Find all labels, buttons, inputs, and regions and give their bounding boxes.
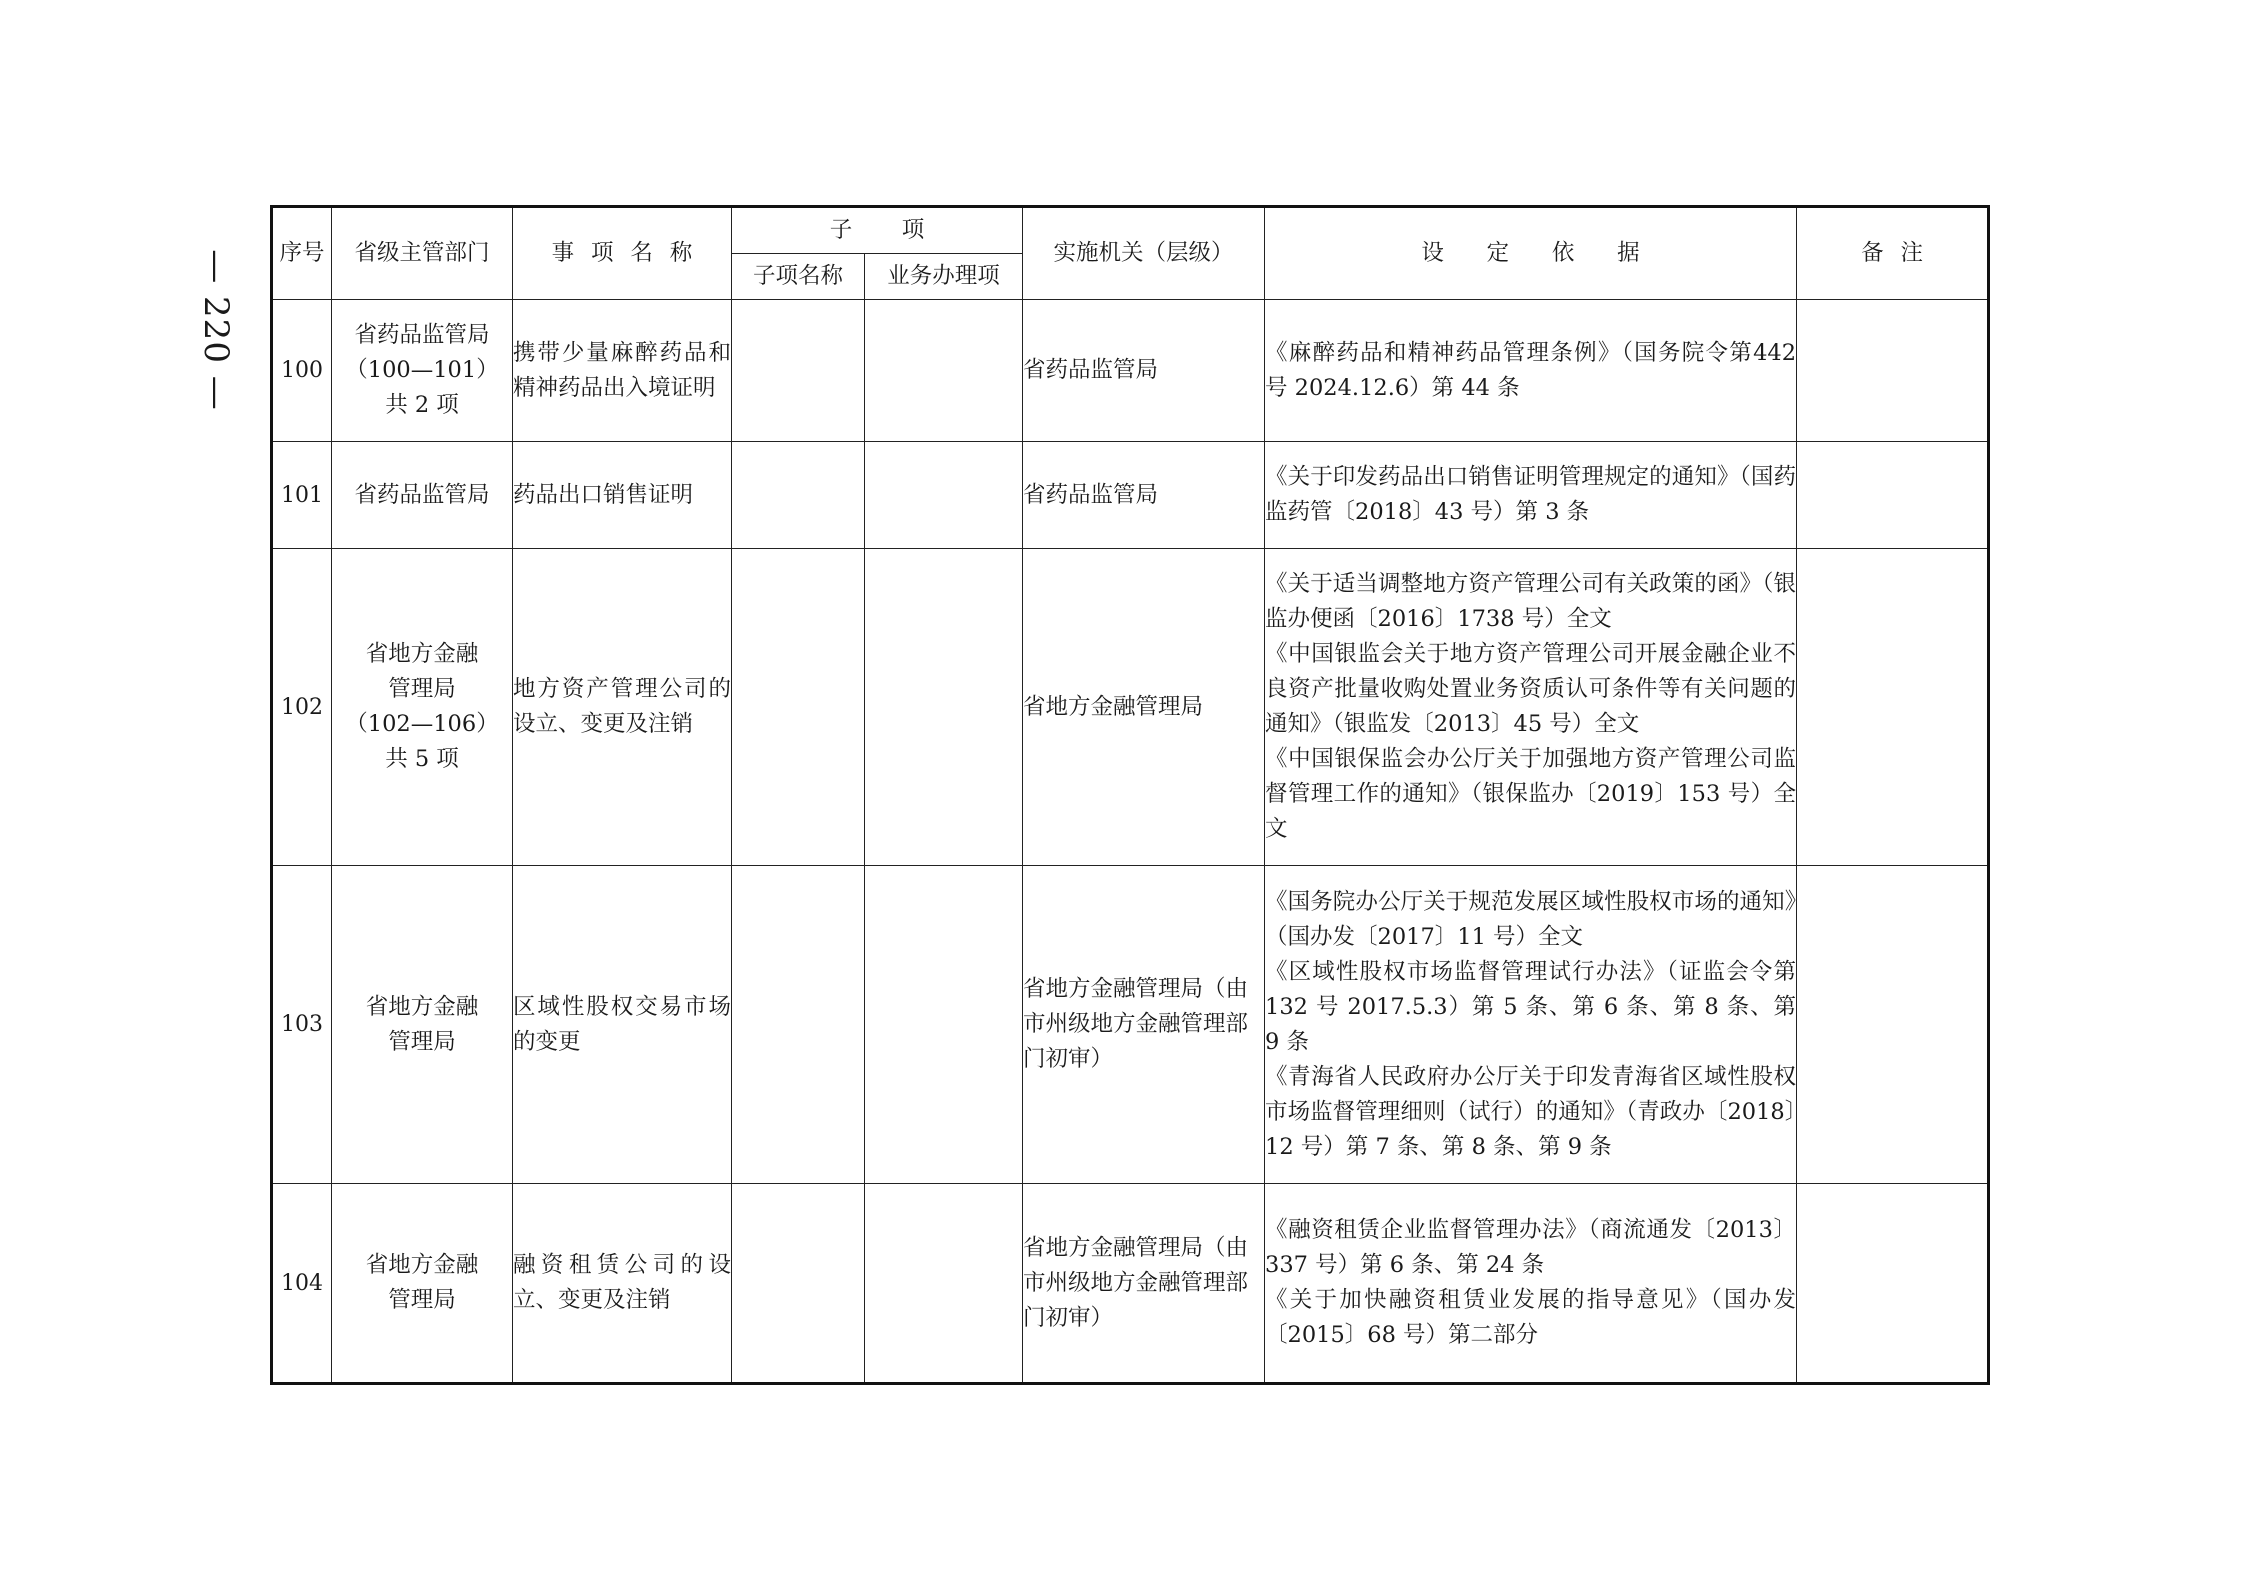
row-note: [1797, 300, 1989, 442]
row-dept: [332, 866, 513, 1184]
row-sub-name: [732, 549, 865, 866]
row-matter-name: 融资租赁公司的设立、变更及注销: [513, 1184, 732, 1384]
row-sub-business: [865, 1184, 1023, 1384]
header-basis: [1265, 207, 1797, 300]
header-sub-group: [732, 207, 1023, 254]
header-name-text: 事项名称: [551, 240, 710, 266]
row-basis-line: 《关于加快融资租赁业发展的指导意见》（国办发〔2015〕68 号）第二部分: [1265, 1287, 1797, 1348]
header-seq: 序号: [272, 207, 332, 300]
administrative-matters-table: [270, 205, 1990, 1385]
row-dept: [332, 300, 513, 442]
row-seq: 101: [272, 442, 332, 549]
header-basis-text: 设定依据: [1421, 240, 1683, 266]
header-note-text: 备注: [1861, 240, 1940, 266]
header-agency: 实施机关（层级）: [1023, 207, 1265, 300]
row-agency: 省地方金融管理局（由市州级地方金融管理部门初审）: [1023, 866, 1265, 1184]
row-dept-line: 管理局: [388, 676, 456, 702]
row-sub-business: [865, 866, 1023, 1184]
row-basis-line: 《中国银保监会办公厅关于加强地方资产管理公司监督管理工作的通知》（银保监办〔2019〕153 号）全文: [1265, 746, 1797, 842]
row-dept-line: 共 5 项: [385, 746, 459, 772]
table-row: [272, 442, 1989, 549]
row-dept-line: （100—101）: [345, 357, 499, 383]
page-number-text: — 220 —: [196, 249, 236, 411]
row-agency: 省药品监管局: [1023, 442, 1265, 549]
row-seq: 103: [272, 866, 332, 1184]
row-note: [1797, 1184, 1989, 1384]
row-basis-line: 《区域性股权市场监督管理试行办法》（证监会令第 132 号 2017.5.3）第 5 条、第 6 条、第 8 条、第 9 条: [1265, 958, 1797, 1055]
row-agency: 省地方金融管理局（由市州级地方金融管理部门初审）: [1023, 1184, 1265, 1384]
row-seq: 100: [272, 300, 332, 442]
row-basis: [1265, 1184, 1797, 1384]
row-dept: [332, 549, 513, 866]
row-sub-name: [732, 442, 865, 549]
row-sub-name: [732, 1184, 865, 1384]
header-note: [1797, 207, 1989, 300]
row-note: [1797, 866, 1989, 1184]
row-sub-name: [732, 300, 865, 442]
row-sub-business: [865, 442, 1023, 549]
table-row: [272, 866, 1989, 1184]
header-sub-business: 业务办理项: [865, 254, 1023, 300]
row-basis-line: 《青海省人民政府办公厅关于印发青海省区域性股权市场监督管理细则（试行）的通知》（青政办〔2018〕12 号）第 7 条、第 8 条、第 9 条: [1265, 1063, 1797, 1160]
header-dept: 省级主管部门: [332, 207, 513, 300]
row-basis: [1265, 300, 1797, 442]
row-dept-line: （102—106）: [345, 711, 499, 737]
row-basis-line: 《中国银监会关于地方资产管理公司开展金融企业不良资产批量收购处置业务资质认可条件等有关问题的通知》（银监发〔2013〕45 号）全文: [1265, 641, 1797, 737]
table-row: [272, 1184, 1989, 1384]
row-seq: 104: [272, 1184, 332, 1384]
row-dept-line: 管理局: [388, 1287, 456, 1313]
table-row: [272, 549, 1989, 866]
row-dept-line: 管理局: [388, 1028, 456, 1055]
row-basis-line: 《关于适当调整地方资产管理公司有关政策的函》（银监办便函〔2016〕1738 号）全文: [1265, 571, 1797, 632]
row-dept-line: 省地方金融: [365, 641, 479, 667]
table-row: [272, 300, 1989, 442]
row-basis: [1265, 866, 1797, 1184]
header-sub-name: 子项名称: [732, 254, 865, 300]
row-matter-name: 药品出口销售证明: [513, 442, 732, 549]
header-sub-group-text: 子项: [829, 217, 974, 243]
row-sub-business: [865, 300, 1023, 442]
row-sub-name: [732, 866, 865, 1184]
row-dept: [332, 1184, 513, 1384]
row-dept-line: 省地方金融: [365, 1252, 479, 1278]
table-header: [272, 207, 1989, 300]
row-basis-line: 《国务院办公厅关于规范发展区域性股权市场的通知》（国办发〔2017〕11 号）全文: [1265, 888, 1797, 950]
matters-table-wrapper: [270, 205, 1990, 1385]
row-seq: 102: [272, 549, 332, 866]
row-matter-name: 区域性股权交易市场的变更: [513, 866, 732, 1184]
row-dept-line: 共 2 项: [385, 392, 459, 418]
row-agency: 省地方金融管理局: [1023, 549, 1265, 866]
row-basis-line: 《关于印发药品出口销售证明管理规定的通知》（国药监药管〔2018〕43 号）第 3 条: [1265, 464, 1797, 525]
row-dept-line: 省药品监管局: [354, 322, 490, 348]
row-note: [1797, 549, 1989, 866]
row-basis-line: 《融资租赁企业监督管理办法》（商流通发〔2013〕337 号）第 6 条、第 24 条: [1265, 1217, 1797, 1278]
row-dept: [332, 442, 513, 549]
row-agency: 省药品监管局: [1023, 300, 1265, 442]
header-name: [513, 207, 732, 300]
row-sub-business: [865, 549, 1023, 866]
page-number: [198, 245, 234, 415]
row-dept-line: 省地方金融: [365, 993, 479, 1020]
row-basis-line: 《麻醉药品和精神药品管理条例》（国务院令第442 号 2024.12.6）第 44 条: [1265, 339, 1797, 401]
row-matter-name: 地方资产管理公司的设立、变更及注销: [513, 549, 732, 866]
row-basis: [1265, 442, 1797, 549]
row-basis: [1265, 549, 1797, 866]
row-dept-line: 省药品监管局: [354, 481, 490, 508]
row-note: [1797, 442, 1989, 549]
row-matter-name: 携带少量麻醉药品和精神药品出入境证明: [513, 300, 732, 442]
